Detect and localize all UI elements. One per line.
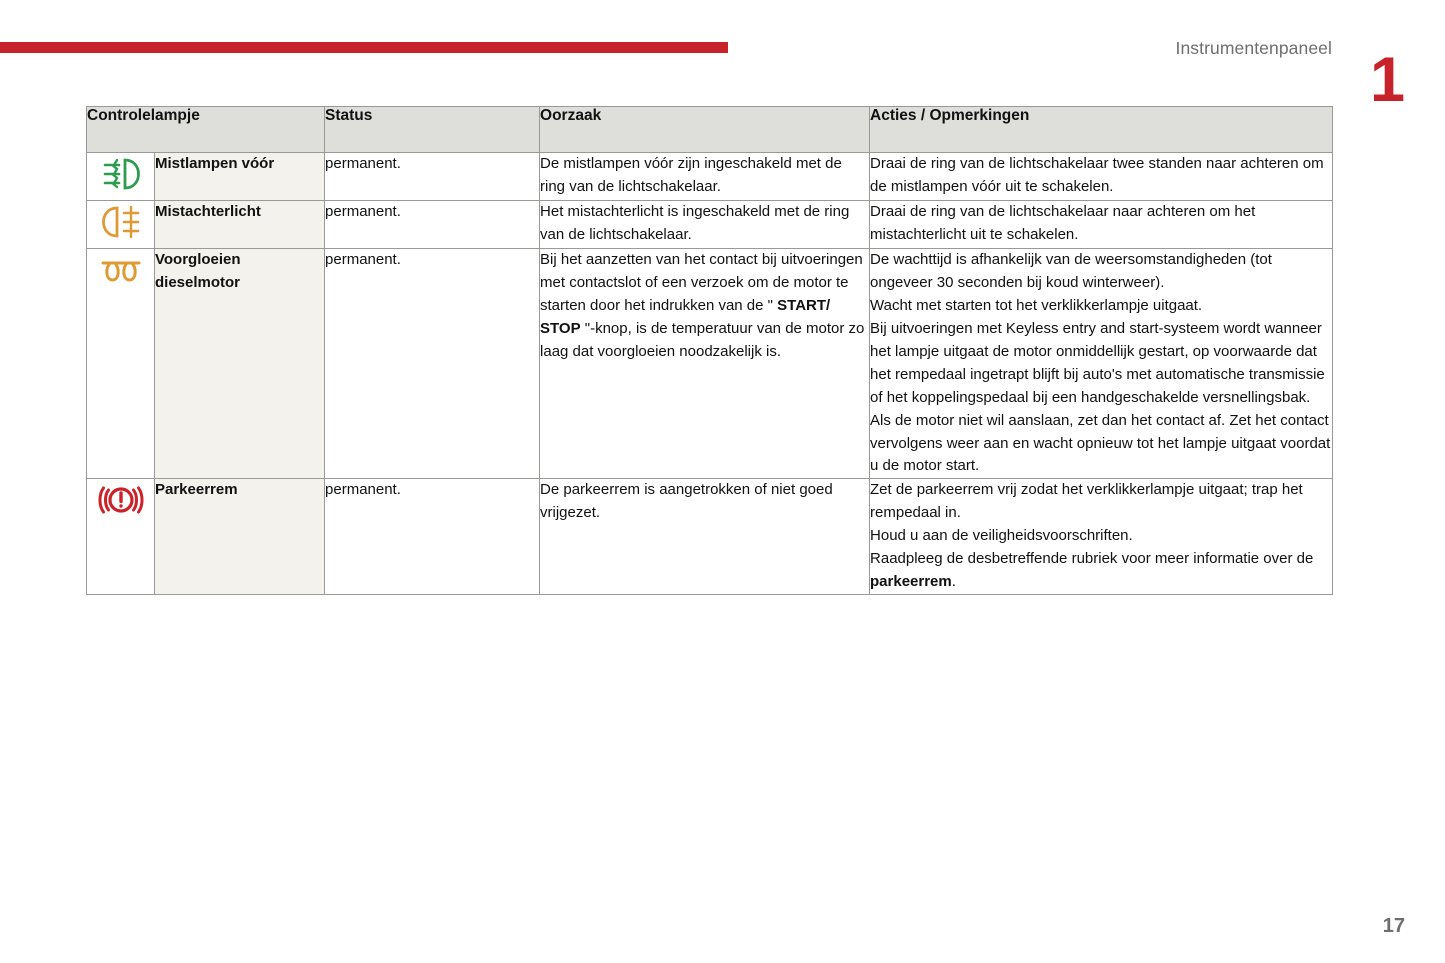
diesel-preheat-glowplug-icon [98, 249, 144, 291]
column-header-status: Status [325, 107, 540, 153]
warning-lamps-table [86, 106, 1333, 595]
table-row [87, 479, 1333, 595]
table-row [87, 249, 1333, 479]
rear-fog-lamp-icon [98, 201, 144, 243]
column-header-symbol: Controlelampje [87, 107, 325, 153]
page-header [0, 0, 1445, 115]
cell-symbol [87, 201, 155, 249]
cell-cause: De parkeerrem is aangetrokken of niet goed vrijgezet. [540, 479, 870, 595]
column-header-action: Acties / Opmerkingen [870, 107, 1333, 153]
parking-brake-warning-icon [98, 479, 144, 521]
chapter-number: 1 [1369, 45, 1405, 115]
table-row [87, 153, 1333, 201]
cell-symbol [87, 479, 155, 595]
cell-lamp-name: Mistachterlicht [155, 201, 325, 249]
cell-action: Draai de ring van de lichtschakelaar naar achteren om het mistachterlicht uit te schakelen. [870, 201, 1333, 249]
page-title: Instrumentenpaneel [1175, 38, 1332, 58]
table-header [87, 107, 1333, 153]
cell-status: permanent. [325, 479, 540, 595]
table-header-row [87, 107, 1333, 153]
cell-cause: Het mistachterlicht is ingeschakeld met de ring van de lichtschakelaar. [540, 201, 870, 249]
cell-lamp-name: Parkeerrem [155, 479, 325, 595]
cell-symbol [87, 249, 155, 479]
cell-action: Zet de parkeerrem vrij zodat het verklikkerlampje uitgaat; trap het rempedaal in. Houd u aan de veiligheidsvoorschriften. Raadpleeg de desbetreffende rubriek voor meer informatie over de parkeerrem. [870, 479, 1333, 595]
header-red-rule [0, 42, 728, 53]
cell-lamp-name: Mistlampen vóór [155, 153, 325, 201]
page-number: 17 [1382, 915, 1405, 937]
column-header-cause: Oorzaak [540, 107, 870, 153]
cell-status: permanent. [325, 201, 540, 249]
table-row [87, 201, 1333, 249]
cell-cause: Bij het aanzetten van het contact bij uitvoeringen met contactslot of een verzoek om de motor te starten door het indrukken van de " START/ STOP "-knop, is de temperatuur van de motor zo laag dat voorgloeien noodzakelijk is. [540, 249, 870, 479]
cell-action: Draai de ring van de lichtschakelaar twee standen naar achteren om de mistlampen vóór uit te schakelen. [870, 153, 1333, 201]
cell-status: permanent. [325, 249, 540, 479]
cell-action: De wachttijd is afhankelijk van de weersomstandigheden (tot ongeveer 30 seconden bij koud winterweer). Wacht met starten tot het verklikkerlampje uitgaat. Bij uitvoeringen met Keyless entry and start-systeem wordt wanneer het lampje uitgaat de motor onmiddellijk gestart, op voorwaarde dat het rempedaal ingetrapt blijft bij auto's met automatische transmissie of het koppelingspedaal bij een handgeschakelde versnellingsbak. Als de motor niet wil aanslaan, zet dan het contact af. Zet het contact vervolgens weer aan en wacht opnieuw tot het lampje uitgaat voordat u de motor start. [870, 249, 1333, 479]
front-fog-lamp-icon [98, 153, 144, 195]
cell-symbol [87, 153, 155, 201]
cell-status: permanent. [325, 153, 540, 201]
table-body [87, 153, 1333, 595]
cell-cause: De mistlampen vóór zijn ingeschakeld met de ring van de lichtschakelaar. [540, 153, 870, 201]
cell-lamp-name: Voorgloeien dieselmotor [155, 249, 325, 479]
